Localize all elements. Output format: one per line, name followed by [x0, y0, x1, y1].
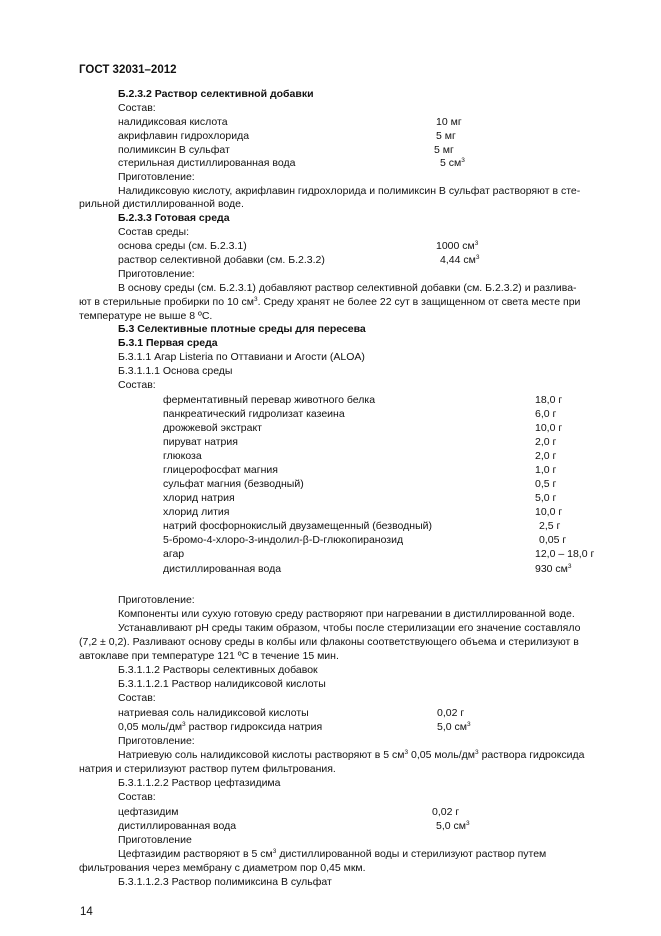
preparation-label: Приготовление	[118, 834, 192, 846]
subsection-title: Б.3.1.1.2.1 Раствор налидиксовой кислоты	[118, 678, 326, 690]
ingredient-quantity: 930 $см^3$	[535, 563, 572, 575]
paragraph-line: Цефтазидим растворяют в 5 $см^3$ дистиллированной воды и стерилизуют раствор путем	[118, 848, 547, 860]
ingredient-quantity: 1,0 г	[535, 464, 557, 476]
ingredient-quantity: 2,5 г	[539, 520, 561, 532]
paragraph-line: натрия и стерилизуют раствор путем фильтрования.	[79, 763, 336, 775]
ingredient-quantity: 10,0 г	[535, 422, 563, 434]
ingredient-name: дистиллированная вода	[118, 820, 237, 832]
paragraph-line: В основу среды (см. Б.2.3.1) добавляют раствор селективной добавки (см. Б.2.3.2) и разлива-	[118, 282, 577, 294]
document-header: ГОСТ 32031–2012	[79, 64, 177, 76]
ingredient-name: хлорид лития	[163, 506, 230, 518]
ingredient-name: полимиксин В сульфат	[118, 144, 230, 156]
ingredient-name: агар	[163, 548, 185, 560]
composition-label: Состав:	[118, 791, 156, 803]
ingredient-quantity: 5,0 г	[535, 492, 557, 504]
paragraph-line: автоклаве при температуре 121 ºС в течение 15 мин.	[79, 650, 339, 662]
paragraph-line: рильной дистиллированной воде.	[79, 198, 244, 210]
paragraph-line: фильтрования через мембрану с диаметром пор 0,45 мкм.	[79, 862, 366, 874]
ingredient-name: основа среды (см. Б.2.3.1)	[118, 240, 247, 252]
ingredient-quantity: 18,0 г	[535, 394, 563, 406]
ingredient-quantity: 10 мг	[436, 116, 462, 128]
ingredient-quantity: 0,02 г	[437, 707, 465, 719]
paragraph-line: ют в стерильные пробирки по 10 $см^3$. Среду хранят не более 22 сут в защищенном от света месте при	[79, 296, 581, 308]
ingredient-quantity: 0,02 г	[432, 806, 460, 818]
composition-label: Состав среды:	[118, 226, 189, 238]
preparation-label: Приготовление:	[118, 735, 195, 747]
composition-label: Состав:	[118, 102, 156, 114]
page-number: 14	[80, 906, 93, 918]
ingredient-name: пируват натрия	[163, 436, 238, 448]
ingredient-name: глюкоза	[163, 450, 202, 462]
ingredient-name: стерильная дистиллированная вода	[118, 157, 296, 169]
ingredient-name: 0,05 моль/$дм^3$ раствор гидроксида натрия	[118, 721, 323, 733]
ingredient-name: сульфат магния (безводный)	[163, 478, 304, 490]
subsection-title: Б.3.1.1.2.2 Раствор цефтазидима	[118, 777, 281, 789]
ingredient-quantity: 0,5 г	[535, 478, 557, 490]
paragraph-line: температуре не выше 8 ºС.	[79, 310, 213, 322]
ingredient-quantity: 4,44 $см^3$	[440, 254, 480, 266]
ingredient-quantity: 0,05 г	[539, 534, 567, 546]
preparation-label: Приготовление:	[118, 171, 195, 183]
ingredient-name: панкреатический гидролизат казеина	[163, 408, 345, 420]
ingredient-name: хлорид натрия	[163, 492, 235, 504]
ingredient-quantity: 10,0 г	[535, 506, 563, 518]
subsection-heading: Б.3.1 Первая среда	[118, 337, 218, 349]
paragraph-line: Компоненты или сухую готовую среду растворяют при нагревании в дистиллированной воде.	[118, 608, 575, 620]
ingredient-name: акрифлавин гидрохлорида	[118, 130, 250, 142]
composition-label: Состав:	[118, 692, 156, 704]
ingredient-name: налидиксовая кислота	[118, 116, 228, 128]
ingredient-quantity: 2,0 г	[535, 436, 557, 448]
preparation-label: Приготовление:	[118, 594, 195, 606]
section-heading: Б.3 Селективные плотные среды для пересева	[118, 323, 366, 335]
subsection-title: Б.3.1.1 Агар Listeria по Оттавиани и Агости (ALOA)	[118, 351, 365, 363]
ingredient-quantity: 6,0 г	[535, 408, 557, 420]
ingredient-quantity: 5 мг	[434, 144, 454, 156]
ingredient-quantity: 5 $см^3$	[440, 157, 465, 169]
ingredient-quantity: 5,0 $см^3$	[436, 820, 470, 832]
subsection-title: Б.3.1.1.2.3 Раствор полимиксина В сульфат	[118, 876, 332, 888]
ingredient-name: дистиллированная вода	[163, 563, 282, 575]
ingredient-name: дрожжевой экстракт	[163, 422, 262, 434]
preparation-label: Приготовление:	[118, 268, 195, 280]
section-heading: Б.2.3.2 Раствор селективной добавки	[118, 88, 314, 100]
paragraph-line: (7,2 ± 0,2). Разливают основу среды в колбы или флаконы соответствующего объема и стерилизуют в	[79, 636, 579, 648]
ingredient-name: раствор селективной добавки (см. Б.2.3.2)	[118, 254, 325, 266]
ingredient-name: цефтазидим	[118, 806, 179, 818]
ingredient-name: глицерофосфат магния	[163, 464, 278, 476]
ingredient-quantity: 1000 $см^3$	[436, 240, 479, 252]
ingredient-name: натрий фосфорнокислый двузамещенный (безводный)	[163, 520, 432, 532]
paragraph-line: Налидиксовую кислоту, акрифлавин гидрохлорида и полимиксин В сульфат растворяют в сте-	[118, 185, 581, 197]
ingredient-name: ферментативный перевар животного белка	[163, 394, 376, 406]
ingredient-name: натриевая соль налидиксовой кислоты	[118, 707, 309, 719]
ingredient-quantity: 2,0 г	[535, 450, 557, 462]
ingredient-quantity: 5 мг	[436, 130, 456, 142]
section-heading: Б.2.3.3 Готовая среда	[118, 212, 230, 224]
ingredient-name: 5-бромо-4-хлоро-3-индолил-β-D-глюкопиранозид	[163, 534, 404, 546]
paragraph-line: Натриевую соль налидиксовой кислоты растворяют в 5 $см^3$ 0,05 моль/$дм^3$ раствора гидроксида	[118, 749, 585, 761]
subsection-title: Б.3.1.1.2 Растворы селективных добавок	[118, 664, 318, 676]
ingredient-quantity: 12,0 – 18,0 г	[535, 548, 595, 560]
ingredient-quantity: 5,0 $см^3$	[437, 721, 471, 733]
composition-label: Состав:	[118, 379, 156, 391]
paragraph-line: Устанавливают pH среды таким образом, чтобы после стерилизации его значение составляло	[118, 622, 581, 634]
subsection-title: Б.3.1.1.1 Основа среды	[118, 365, 233, 377]
